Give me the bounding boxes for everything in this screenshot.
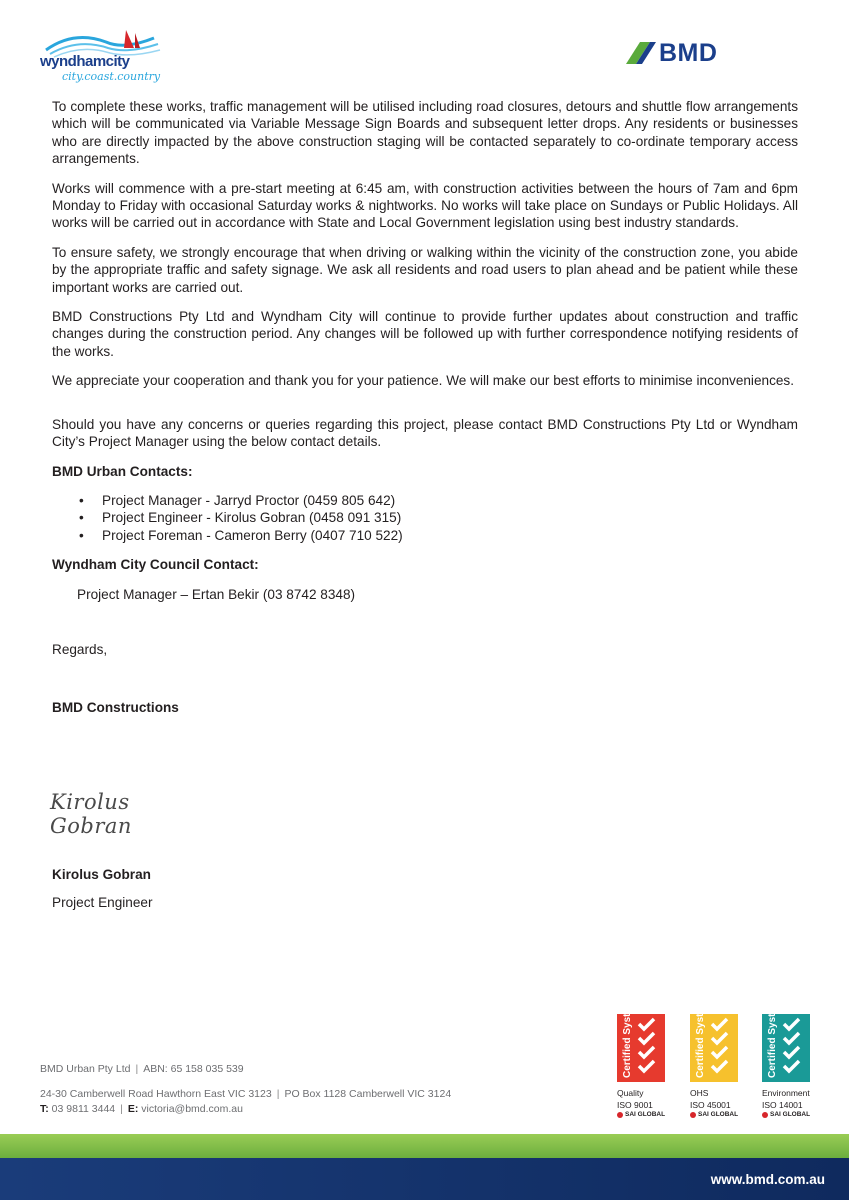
cert-environment [762, 1014, 820, 1118]
council-contact: Project Manager – Ertan Bekir (03 8742 8348) [77, 586, 356, 602]
cert-environment-certifier: SAI GLOBAL [762, 1111, 820, 1118]
company-name: BMD Constructions [52, 700, 179, 716]
footer-contact-line: T: 03 9811 3444 | E: victoria@bmd.com.au [40, 1103, 243, 1115]
cert-quality-standard: ISO 9001 [617, 1099, 653, 1110]
handwritten-signature [50, 790, 200, 838]
cert-quality-badge-text: Certified System [622, 1014, 633, 1078]
footer-address-line: 24-30 Camberwell Road Hawthorn East VIC 3123 | PO Box 1128 Camberwell VIC 3124 [40, 1088, 452, 1100]
cert-environment-badge-text: Certified System [767, 1014, 778, 1078]
footer-email: victoria@bmd.com.au [141, 1103, 243, 1115]
wyndham-city-logo [34, 24, 174, 94]
footer-address: 24-30 Camberwell Road Hawthorn East VIC 3123 [40, 1088, 272, 1100]
paragraph-work-hours: Works will commence with a pre-start meeting at 6:45 am, with construction activities between the hours of 7am and 6pm Monday to Friday with occasional Saturday works & nightworks. No works will take place on Sundays or Public Holidays. All works will be carried out in accordance with State and Local Government legislation using best industry standards. [52, 180, 798, 231]
paragraph-traffic-management: To complete these works, traffic management will be utilised including road closures, detours and shuttle flow arrangements which will be communicated via Variable Message Sign Boards and subsequent letter drops. Any residents or businesses who are directly impacted by the above construction staging will be contacted separately to co-ordinate temporary access arrangements. [52, 99, 798, 167]
cert-quality-label: Quality [617, 1088, 644, 1098]
cert-ohs-certifier: SAI GLOBAL [690, 1111, 748, 1118]
regards: Regards, [52, 641, 108, 657]
contact-project-manager: • Project Manager - Jarryd Proctor (0459 805 642) [102, 492, 798, 509]
contact-project-engineer: • Project Engineer - Kirolus Gobran (0458 091 315) [102, 509, 798, 526]
footer-website[interactable]: www.bmd.com.au [710, 1172, 825, 1187]
cert-quality [617, 1014, 675, 1118]
footer-po-box: PO Box 1128 Camberwell VIC 3124 [284, 1088, 452, 1100]
cert-quality-certifier: SAI GLOBAL [617, 1111, 675, 1118]
cert-ohs-badge-text: Certified System [695, 1014, 706, 1078]
cert-quality-badge [617, 1014, 665, 1082]
signer-name: Kirolus Gobran [52, 867, 151, 882]
footer-company: BMD Urban Pty Ltd [40, 1063, 131, 1075]
paragraph-appreciation: We appreciate your cooperation and thank you for your patience. We will make our best efforts to minimise inconveniences. [52, 373, 795, 389]
footer-phone: 03 9811 3444 [51, 1103, 116, 1115]
signer-block [52, 866, 153, 912]
signer-title: Project Engineer [52, 895, 153, 911]
cert-environment-badge [762, 1014, 810, 1082]
cert-ohs-badge [690, 1014, 738, 1082]
bmd-contacts-heading: BMD Urban Contacts: [52, 463, 193, 479]
paragraph-updates: BMD Constructions Pty Ltd and Wyndham City will continue to provide further updates about construction and traffic changes during the construction period. Any changes will be followed up with further correspondence notifying residents of the works. [52, 309, 798, 359]
sai-global-icon [617, 1112, 623, 1118]
signature-script: Kirolus Gobran [50, 790, 132, 838]
council-contact-heading: Wyndham City Council Contact: [52, 557, 259, 573]
footer-green-band [0, 1134, 849, 1158]
letter-body [52, 98, 798, 729]
cert-environment-standard: ISO 14001 [762, 1099, 803, 1110]
wyndham-logo-tagline: city.coast.country [62, 70, 161, 83]
footer-company-line: BMD Urban Pty Ltd | ABN: 65 158 035 539 [40, 1063, 244, 1075]
bmd-logo-wordmark: BMD [659, 39, 718, 67]
cert-ohs-label: OHS [690, 1088, 709, 1098]
bmd-contacts-list [52, 492, 798, 544]
footer-abn: ABN: 65 158 035 539 [143, 1063, 244, 1075]
cert-ohs-standard: ISO 45001 [690, 1099, 731, 1110]
sai-global-icon [762, 1112, 768, 1118]
cert-environment-label: Environment [762, 1088, 810, 1098]
wyndham-logo-wordmark: wyndhamcity [40, 53, 130, 70]
sai-global-icon [690, 1112, 696, 1118]
paragraph-safety: To ensure safety, we strongly encourage that when driving or walking within the vicinity of the construction zone, you abide by the appropriate traffic and safety signage. We ask all residents and road users to plan ahead and be patient while these important works are carried out. [52, 244, 798, 295]
footer-phone-label: T: [40, 1103, 49, 1115]
footer-email-label: E: [127, 1103, 139, 1115]
bmd-logo [626, 40, 744, 66]
cert-ohs [690, 1014, 748, 1118]
paragraph-contact-info: Should you have any concerns or queries regarding this project, please contact BMD Constructions Pty Ltd or Wyndham City’s Project Manager using the below contact details. [52, 416, 798, 450]
contact-project-foreman: • Project Foreman - Cameron Berry (0407 710 522) [102, 527, 798, 544]
